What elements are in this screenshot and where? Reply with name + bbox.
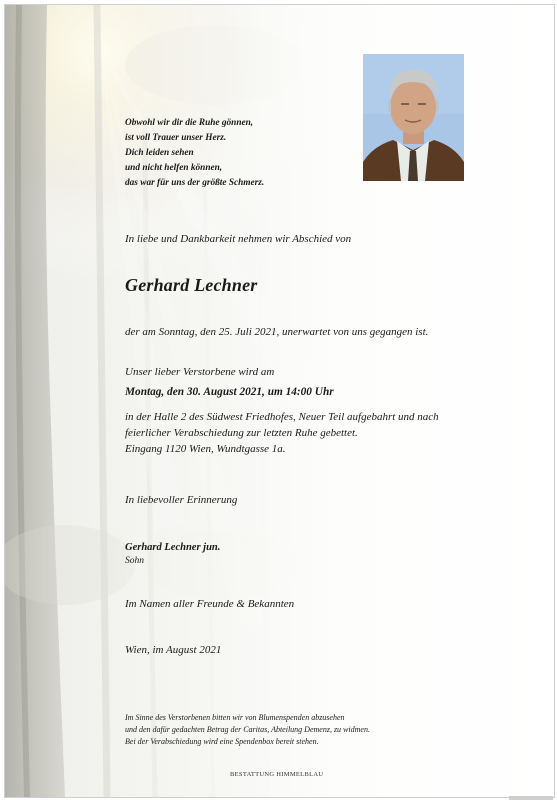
portrait-photo (363, 54, 464, 181)
note-line: Bei der Verabschiedung wird eine Spendenbox bereit stehen. (125, 737, 319, 746)
note-line: Im Sinne des Verstorbenen bitten wir von Blumenspenden abzusehen (125, 713, 345, 722)
location-line: Eingang 1120 Wien, Wundtgasse 1a. (125, 443, 286, 455)
poem-line: Dich leiden sehen (125, 148, 194, 158)
place-date: Wien, im August 2021 (125, 644, 222, 656)
poem (125, 116, 264, 191)
friends-text: Im Namen aller Freunde & Bekannten (125, 598, 295, 610)
funeral-date: Montag, den 30. August 2021, um 14:00 Uhr (125, 386, 334, 398)
obituary-card (4, 4, 555, 798)
intro-text: In liebe und Dankbarkeit nehmen wir Abschied von (125, 233, 352, 245)
corner-mark (509, 796, 553, 800)
funeral-location (125, 409, 439, 457)
poem-line: das war für uns der größte Schmerz. (125, 178, 265, 188)
mourner-relation: Sohn (125, 556, 144, 566)
funeral-announcement: Unser lieber Verstorbene wird am (125, 366, 275, 378)
poem-line: Obwohl wir dir die Ruhe gönnen, (125, 118, 254, 128)
location-line: feierlicher Verabschiedung zur letzten Ruhe gebettet. (125, 427, 358, 439)
deceased-name: Gerhard Lechner (125, 275, 258, 295)
location-line: in der Halle 2 des Südwest Friedhofes, Neuer Teil aufgebahrt und nach (125, 411, 439, 423)
death-notice: der am Sonntag, den 25. Juli 2021, unerwartet von uns gegangen ist. (125, 326, 429, 338)
note-line: und den dafür gedachten Betrag der Caritas, Abteilung Demenz, zu widmen. (125, 725, 370, 734)
mourner-name: Gerhard Lechner jun. (125, 542, 221, 553)
memory-text: In liebevoller Erinnerung (125, 494, 238, 506)
donation-note (125, 712, 370, 748)
funeral-home-footer: BESTATTUNG HIMMELBLAU (230, 771, 324, 778)
poem-line: und nicht helfen können, (125, 163, 223, 173)
misty-forest-background (5, 5, 554, 797)
poem-line: ist voll Trauer unser Herz. (125, 133, 227, 143)
